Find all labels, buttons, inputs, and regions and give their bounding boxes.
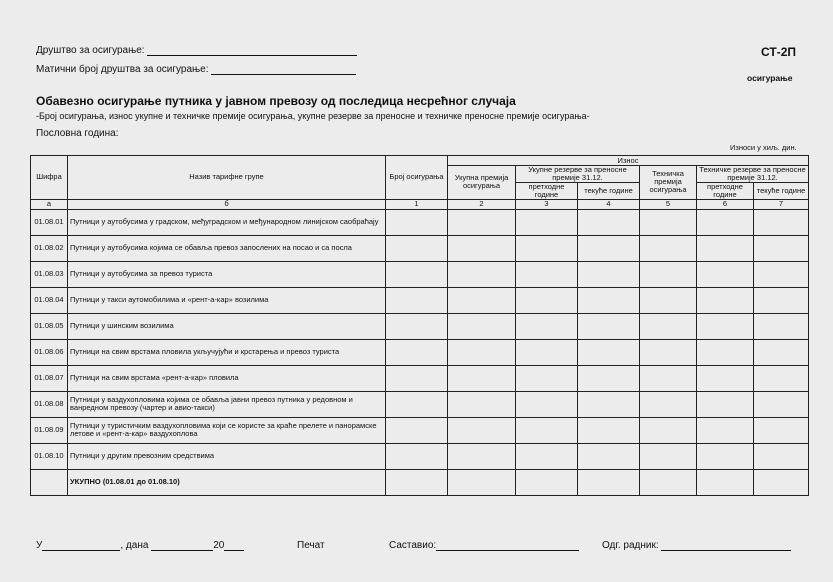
- row-name: Путници у шинским возилима: [68, 313, 386, 339]
- header-tech-premium: Техничка премија осигурања: [640, 166, 697, 200]
- row-name: Путници у аутобусима којима се обавља превоз запослених на посао и са посла: [68, 235, 386, 261]
- header-tech-reserves: Техничке резерве за преносне премије 31.12.: [697, 166, 809, 183]
- header-amount: Износ: [448, 156, 809, 166]
- cell-reserves-curr[interactable]: [578, 417, 640, 443]
- cell-total-premium[interactable]: [448, 261, 516, 287]
- cell-reserves-curr[interactable]: [578, 443, 640, 469]
- table-row: [31, 339, 809, 365]
- cell-tech-premium[interactable]: [640, 287, 697, 313]
- row-code: 01.08.07: [31, 365, 68, 391]
- cell-count[interactable]: [386, 209, 448, 235]
- compiled-field: [389, 540, 579, 551]
- col-num-b: б: [68, 199, 386, 209]
- cell-tech-prev[interactable]: [697, 339, 754, 365]
- header-tech-curr-year: текуће године: [754, 182, 809, 199]
- cell-count[interactable]: [386, 287, 448, 313]
- cell-reserves-prev[interactable]: [516, 417, 578, 443]
- col-num-3: 3: [516, 199, 578, 209]
- row-code: 01.08.10: [31, 443, 68, 469]
- date-input-line[interactable]: [151, 550, 213, 551]
- cell-reserves-curr[interactable]: [578, 469, 640, 495]
- cell-count[interactable]: [386, 469, 448, 495]
- responsible-field: [602, 540, 791, 551]
- header-code: Шифра: [31, 156, 68, 200]
- cell-total-premium[interactable]: [448, 313, 516, 339]
- cell-reserves-prev[interactable]: [516, 313, 578, 339]
- cell-tech-curr[interactable]: [754, 365, 809, 391]
- cell-reserves-prev[interactable]: [516, 443, 578, 469]
- cell-total-premium[interactable]: [448, 417, 516, 443]
- row-name: Путници у ваздухопловима којима се обавља јавни превоз путника у редовном и ванредном превозу (чартер и авио-такси): [68, 391, 386, 417]
- form-subtitle: осигурање: [747, 73, 793, 83]
- table-row: [31, 287, 809, 313]
- cell-tech-premium[interactable]: [640, 235, 697, 261]
- cell-tech-premium[interactable]: [640, 391, 697, 417]
- cell-count[interactable]: [386, 417, 448, 443]
- header-total-reserves: Укупне резерве за преносне премије 31.12.: [516, 166, 640, 183]
- cell-tech-curr[interactable]: [754, 261, 809, 287]
- row-name: Путници на свим врстама пловила укључујући и крстарења и превоз туриста: [68, 339, 386, 365]
- table-row: [31, 235, 809, 261]
- cell-total-premium[interactable]: [448, 209, 516, 235]
- cell-count[interactable]: [386, 339, 448, 365]
- col-num-7: 7: [754, 199, 809, 209]
- cell-tech-curr[interactable]: [754, 287, 809, 313]
- cell-tech-premium[interactable]: [640, 261, 697, 287]
- units-note: Износи у хиљ. дин.: [730, 143, 797, 152]
- cell-count[interactable]: [386, 313, 448, 339]
- total-code-cell: [31, 469, 68, 495]
- company-field: [36, 45, 357, 56]
- total-label: УКУПНО (01.08.01 до 01.08.10): [68, 469, 386, 495]
- total-row: [31, 469, 809, 495]
- header-prev-year: претходне године: [516, 182, 578, 199]
- cell-tech-curr[interactable]: [754, 235, 809, 261]
- cell-reserves-prev[interactable]: [516, 365, 578, 391]
- row-code: 01.08.06: [31, 339, 68, 365]
- reg-number-field: [36, 64, 356, 75]
- cell-count[interactable]: [386, 261, 448, 287]
- compiled-input-line[interactable]: [436, 550, 579, 551]
- cell-count[interactable]: [386, 365, 448, 391]
- cell-tech-curr[interactable]: [754, 313, 809, 339]
- compiled-label: Саставио:: [389, 540, 437, 551]
- cell-tech-curr[interactable]: [754, 469, 809, 495]
- cell-tech-premium[interactable]: [640, 417, 697, 443]
- cell-reserves-prev[interactable]: [516, 391, 578, 417]
- cell-tech-prev[interactable]: [697, 443, 754, 469]
- cell-tech-prev[interactable]: [697, 261, 754, 287]
- cell-tech-prev[interactable]: [697, 313, 754, 339]
- cell-reserves-prev[interactable]: [516, 339, 578, 365]
- cell-reserves-prev[interactable]: [516, 469, 578, 495]
- cell-tech-prev[interactable]: [697, 235, 754, 261]
- cell-reserves-curr[interactable]: [578, 287, 640, 313]
- header-curr-year: текуће године: [578, 182, 640, 199]
- cell-total-premium[interactable]: [448, 287, 516, 313]
- page-title: Обавезно осигурање путника у јавном превозу од последица несрећног случаја: [36, 94, 516, 108]
- header-tech-prev-year: претходне године: [697, 182, 754, 199]
- row-code: 01.08.02: [31, 235, 68, 261]
- row-name: Путници у аутобусима у градском, међуградском и међународном линијском саобраћају: [68, 209, 386, 235]
- cell-tech-prev[interactable]: [697, 417, 754, 443]
- cell-tech-premium[interactable]: [640, 469, 697, 495]
- cell-reserves-curr[interactable]: [578, 339, 640, 365]
- reg-number-label: Матични број друштва за осигурање:: [36, 64, 209, 75]
- cell-total-premium[interactable]: [448, 235, 516, 261]
- header-total-premium: Укупна премија осигурања: [448, 166, 516, 200]
- stamp-label: Печат: [297, 540, 325, 551]
- table-row: [31, 365, 809, 391]
- reg-number-input-line[interactable]: [211, 74, 356, 75]
- cell-count[interactable]: [386, 391, 448, 417]
- table-row: [31, 417, 809, 443]
- col-num-1: 1: [386, 199, 448, 209]
- row-code: 01.08.05: [31, 313, 68, 339]
- place-input-line[interactable]: [42, 550, 120, 551]
- year-prefix: 20: [213, 540, 225, 551]
- table-row: [31, 313, 809, 339]
- row-name: Путници у туристичким ваздухопловима који се користе за краће прелете и панорамске летове и «рент-а-кар» ваздухоплова: [68, 417, 386, 443]
- table-row: [31, 391, 809, 417]
- row-code: 01.08.01: [31, 209, 68, 235]
- cell-count[interactable]: [386, 443, 448, 469]
- cell-tech-premium[interactable]: [640, 209, 697, 235]
- report-table: [30, 155, 809, 496]
- header-count: Број осигурања: [386, 156, 448, 200]
- cell-tech-prev[interactable]: [697, 209, 754, 235]
- cell-tech-prev[interactable]: [697, 287, 754, 313]
- row-name: Путници у аутобусима за превоз туриста: [68, 261, 386, 287]
- header-name: Назив тарифне групе: [68, 156, 386, 200]
- row-code: 01.08.04: [31, 287, 68, 313]
- date-label: , дана: [120, 540, 149, 551]
- cell-reserves-prev[interactable]: [516, 235, 578, 261]
- cell-reserves-prev[interactable]: [516, 209, 578, 235]
- cell-tech-premium[interactable]: [640, 443, 697, 469]
- responsible-label: Одг. радник:: [602, 540, 659, 551]
- cell-reserves-curr[interactable]: [578, 209, 640, 235]
- place-label: У: [36, 540, 43, 551]
- cell-tech-premium[interactable]: [640, 313, 697, 339]
- cell-tech-curr[interactable]: [754, 417, 809, 443]
- cell-total-premium[interactable]: [448, 391, 516, 417]
- col-num-4: 4: [578, 199, 640, 209]
- row-name: Путници на свим врстама «рент-а-кар» пловила: [68, 365, 386, 391]
- company-label: Друштво за осигурање:: [36, 45, 145, 56]
- row-name: Путници у другим превозним средствима: [68, 443, 386, 469]
- cell-tech-curr[interactable]: [754, 391, 809, 417]
- cell-tech-curr[interactable]: [754, 209, 809, 235]
- cell-tech-curr[interactable]: [754, 339, 809, 365]
- cell-tech-premium[interactable]: [640, 365, 697, 391]
- page-subtitle: -Број осигурања, износ укупне и техничке премије осигурања, укупне резерве за преносне и техничке преносне премије осигурања-: [36, 111, 590, 121]
- cell-reserves-curr[interactable]: [578, 261, 640, 287]
- table-row: [31, 209, 809, 235]
- signature-row: [36, 540, 244, 551]
- cell-reserves-curr[interactable]: [578, 313, 640, 339]
- row-name: Путници у такси аутомобилима и «рент-а-кар» возилима: [68, 287, 386, 313]
- cell-total-premium[interactable]: [448, 365, 516, 391]
- business-year-label: Пословна година:: [36, 128, 119, 139]
- col-num-6: 6: [697, 199, 754, 209]
- table-row: [31, 443, 809, 469]
- cell-total-premium[interactable]: [448, 339, 516, 365]
- responsible-input-line[interactable]: [661, 550, 791, 551]
- col-num-a: а: [31, 199, 68, 209]
- company-input-line[interactable]: [147, 55, 357, 56]
- year-input-line[interactable]: [224, 550, 244, 551]
- cell-reserves-prev[interactable]: [516, 287, 578, 313]
- cell-count[interactable]: [386, 235, 448, 261]
- cell-reserves-curr[interactable]: [578, 365, 640, 391]
- cell-tech-prev[interactable]: [697, 469, 754, 495]
- cell-reserves-curr[interactable]: [578, 235, 640, 261]
- table-row: [31, 261, 809, 287]
- row-code: 01.08.08: [31, 391, 68, 417]
- col-num-5: 5: [640, 199, 697, 209]
- col-num-2: 2: [448, 199, 516, 209]
- cell-total-premium[interactable]: [448, 469, 516, 495]
- cell-tech-prev[interactable]: [697, 391, 754, 417]
- cell-tech-curr[interactable]: [754, 443, 809, 469]
- form-code: СТ-2П: [761, 45, 796, 59]
- row-code: 01.08.09: [31, 417, 68, 443]
- cell-tech-premium[interactable]: [640, 339, 697, 365]
- row-code: 01.08.03: [31, 261, 68, 287]
- cell-reserves-prev[interactable]: [516, 261, 578, 287]
- cell-reserves-curr[interactable]: [578, 391, 640, 417]
- cell-total-premium[interactable]: [448, 443, 516, 469]
- cell-tech-prev[interactable]: [697, 365, 754, 391]
